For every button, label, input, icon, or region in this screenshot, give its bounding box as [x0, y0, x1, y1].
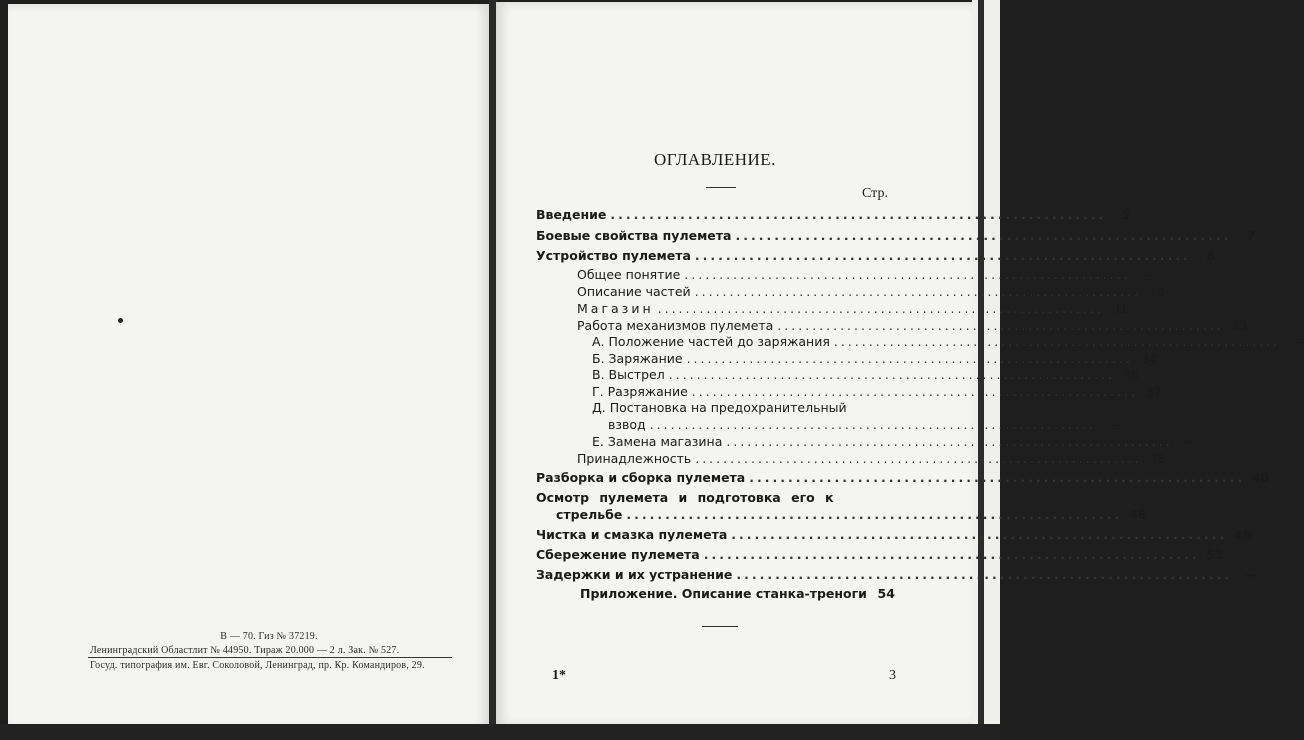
toc-entry: Сбережение пулемета ................................................................ 51	[536, 547, 1224, 562]
toc-entry: Общее понятие ................................................................ —	[577, 267, 1155, 282]
toc-entry: взвод ................................................................ —	[608, 417, 1120, 432]
ink-speck	[118, 318, 123, 323]
toc-entry: Задержки и их устранение ................................................................ —	[536, 567, 1257, 582]
imprint-line: Ленинградский Областлит № 44950. Тираж 20.000 — 2 л. Зак. № 527.	[88, 645, 452, 658]
toc-entry: Магазин ................................................................ 31	[577, 301, 1128, 316]
page-number: 3	[889, 668, 896, 683]
toc-entry: В. Выстрел ................................................................ 36	[592, 367, 1140, 382]
toc-entry: Работа механизмов пулемета ................................................................ 33	[577, 318, 1248, 333]
scan-border	[0, 724, 1000, 740]
toc-entry: Чистка и смазка пулемета ................................................................ 49	[536, 527, 1252, 542]
toc-entry: Г. Разряжание ................................................................ 37	[592, 384, 1163, 399]
title-rule	[706, 187, 736, 188]
toc-entry: А. Положение частей до заряжания ................................................................ —	[592, 334, 1304, 349]
toc-entry: Описание частей ................................................................ 10	[577, 284, 1165, 299]
toc-entry: Устройство пулемета ................................................................ 8	[536, 248, 1215, 263]
toc-entry: Боевые свойства пулемета ................................................................ 7	[536, 228, 1256, 243]
toc-entry: Принадлежность ................................................................ 38	[577, 451, 1166, 466]
toc-entry: Приложение. Описание станка-треноги 54	[580, 586, 895, 601]
page-column-label: Стр.	[862, 186, 888, 201]
toc-entry: Б. Заряжание ................................................................ 34	[592, 351, 1157, 366]
toc-title: ОГЛАВЛЕНИЕ.	[654, 150, 776, 169]
toc-entry-line: Д. Постановка на предохранительный	[592, 400, 847, 415]
imprint-line: В — 70. Гиз № 37219.	[220, 631, 318, 642]
bottom-rule	[702, 626, 738, 627]
toc-entry: Разборка и сборка пулемета ................................................................ 40	[536, 470, 1270, 485]
toc-entry-line: Осмотр пулемета и подготовка его к	[536, 490, 834, 505]
toc-entry: Введение ................................................................ 5	[536, 207, 1131, 222]
toc-entry: стрельбе ................................................................ 46	[556, 507, 1147, 522]
signature-mark: 1*	[552, 668, 566, 683]
toc-entry: Е. Замена магазина ................................................................ —	[592, 434, 1197, 449]
left-page	[8, 4, 490, 730]
imprint-line: Госуд. типография им. Евг. Соколовой, Ленинград, пр. Кр. Командиров, 29.	[90, 660, 425, 671]
